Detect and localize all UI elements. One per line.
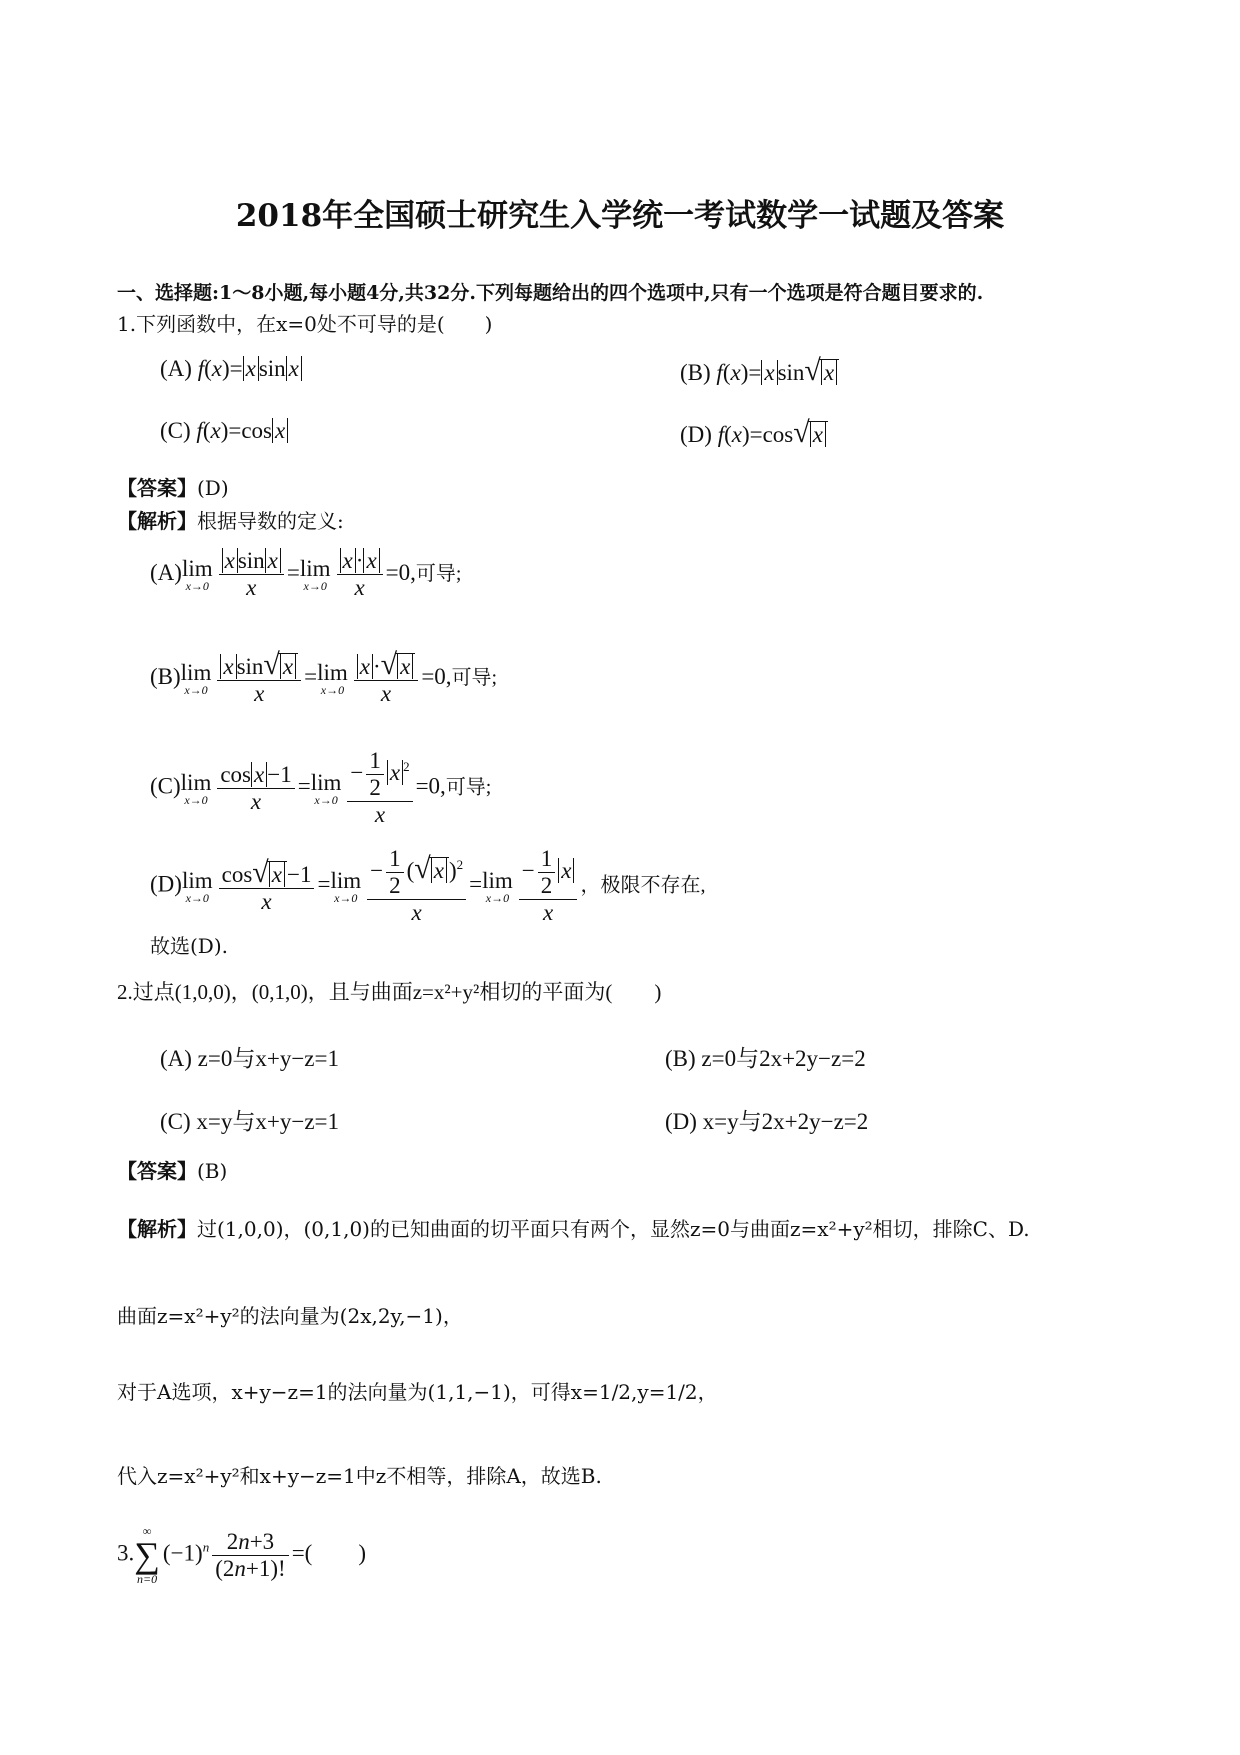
q1-step-a: (A)lim x→0 $\frac{\text{x sin x}}{x}$ =lim x→0 $\frac{x \cdot x}{x}$ =0,可导;	[150, 548, 462, 600]
q2-option-b: (B) z=0与2x+2y−z=2	[665, 1046, 866, 1071]
q2-analysis-line4: 代入z=x²+y²和x+y−z=1中z不相等，排除A，故选B.	[117, 1464, 602, 1488]
q1-option-c: (C) f(x)=cos x	[160, 418, 288, 444]
q1-step-b: (B)lim x→0 $\frac{\text{x sin√ x}}{x}$ =lim x→0 $\frac{x \cdot√ x}{x}$ =0,可导;	[150, 648, 498, 706]
q3-stem: 3. ∞ ∑ n=0 $(-1)^n$ $\frac{2n+3}{(2n+1)!}$ =( )	[117, 1524, 366, 1586]
q1-stem: 1.下列函数中，在x=0处不可导的是( )	[117, 312, 493, 336]
page-title: 2018年全国硕士研究生入学统一考试数学一试题及答案	[235, 198, 1005, 234]
q2-stem: 2.过点(1,0,0)，(0,1,0)，且与曲面z=x²+y²相切的平面为( )	[117, 980, 662, 1004]
q2-answer: 【答案】(B)	[117, 1159, 228, 1183]
q2-analysis-line3: 对于A选项，x+y−z=1的法向量为(1,1,−1)，可得x=1/2,y=1/2，	[117, 1380, 718, 1404]
section-heading: 一、选择题:1～8小题,每小题4分,共32分.下列每题给出的四个选项中,只有一个选项是符合题目要求的.	[117, 282, 984, 304]
q1-step-d: (D)lim x→0 $\frac{\cos√ x -1}{x}$ =lim x→0 − $\frac{1}{2}$ (√ x )$^2$ x =lim x→0 − $\frac{1}{2}$ x x ，极限不存在,	[150, 846, 706, 925]
q1-step-c: (C)lim x→0 $\frac{\text{cos x −1}}{x}$ =lim x→0 − $\frac{1}{2}$ x $^2$ x =0,可导;	[150, 748, 492, 827]
q2-analysis-line2: 曲面z=x²+y²的法向量为(2x,2y,−1)，	[117, 1304, 463, 1328]
q1-conclusion: 故选(D).	[150, 934, 228, 958]
q1-option-a: (A) f(x)= x sin x	[160, 356, 302, 382]
q2-option-c: (C) x=y与x+y−z=1	[160, 1109, 340, 1134]
q1-analysis-intro: 【解析】根据导数的定义:	[117, 509, 344, 533]
q1-option-d: (D) f(x)=cos√ x	[680, 418, 828, 448]
q1-option-b: (B) f(x)= x sin√ x	[680, 356, 839, 386]
q2-option-d: (D) x=y与2x+2y−z=2	[665, 1109, 869, 1134]
q2-analysis-line1: 【解析】过(1,0,0)，(0,1,0)的已知曲面的切平面只有两个，显然z=0与曲面z=x²+y²相切，排除C、D.	[117, 1217, 1030, 1241]
q1-answer: 【答案】(D)	[117, 476, 229, 500]
q2-option-a: (A) z=0与x+y−z=1	[160, 1046, 339, 1071]
